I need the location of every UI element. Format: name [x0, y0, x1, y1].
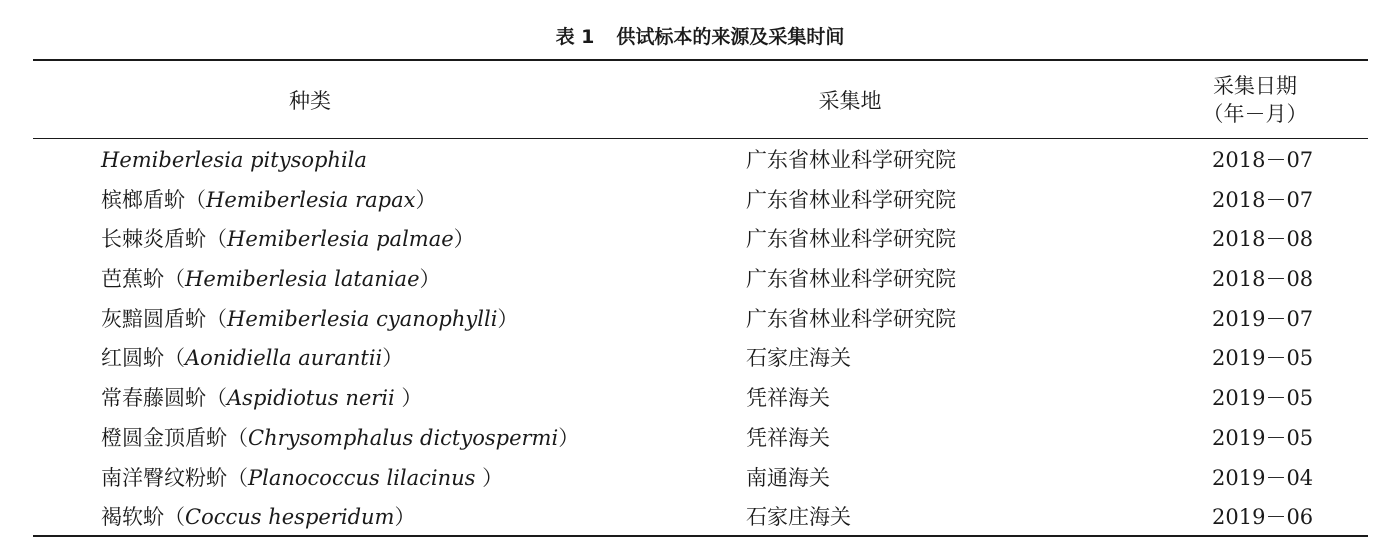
table-row [0, 220, 1400, 260]
species-cell [101, 384, 422, 412]
species-latin: Chrysomphalus dictyospermi [248, 425, 559, 450]
location-cell: 石家庄海关 [746, 346, 851, 371]
location-cell: 广东省林业科学研究院 [746, 267, 956, 292]
bottom-rule [33, 535, 1368, 537]
location-cell: 广东省林业科学研究院 [746, 227, 956, 252]
date-cell: 2019－04 [1212, 465, 1314, 490]
paren-close: ） [497, 306, 519, 331]
table-row [0, 260, 1400, 300]
date-cell: 2019－05 [1212, 425, 1314, 450]
paren-close: ） [453, 227, 475, 252]
paren-open: （ [164, 505, 185, 530]
date-cell: 2019－05 [1212, 346, 1314, 371]
paren-close: ） [394, 505, 416, 530]
date-cell: 2018－07 [1212, 148, 1314, 172]
date-cell: 2018－08 [1212, 227, 1314, 252]
species-latin: Hemiberlesia pitysophila [101, 148, 367, 172]
table-number: 表 1 [555, 26, 595, 48]
species-latin: Planococcus lilacinus [248, 465, 476, 490]
paren-open: （ [227, 465, 248, 490]
species-cell [101, 186, 436, 214]
location-cell: 南通海关 [746, 465, 830, 490]
table-body [0, 141, 1400, 538]
species-latin: Aonidiella aurantii [185, 346, 383, 371]
species-cell [101, 503, 415, 531]
header-location: 采集地 [818, 89, 882, 113]
paren-open: （ [206, 306, 227, 331]
species-cell [101, 344, 403, 372]
header-species: 种类 [289, 89, 331, 113]
paren-close: ） [394, 386, 423, 411]
header-date [1190, 72, 1320, 128]
paren-close: ） [419, 267, 441, 292]
header-date-line1: 采集日期 [1213, 74, 1297, 98]
species-cn: 灰黯圆盾蚧 [101, 306, 206, 331]
paren-close: ） [415, 187, 437, 212]
paren-close: ） [382, 346, 404, 371]
table-row [0, 181, 1400, 221]
paren-close: ） [558, 425, 580, 450]
location-cell: 凭祥海关 [746, 425, 830, 450]
location-cell: 广东省林业科学研究院 [746, 306, 956, 331]
location-cell: 凭祥海关 [746, 386, 830, 411]
species-cn: 常春藤圆蚧 [101, 386, 206, 411]
header-date-line2: （年－月） [1202, 102, 1308, 126]
species-cn: 芭蕉蚧 [101, 267, 164, 292]
species-cell [101, 265, 441, 293]
species-cell [101, 464, 503, 492]
paren-open: （ [164, 267, 185, 292]
table-row [0, 498, 1400, 538]
location-cell: 广东省林业科学研究院 [746, 148, 956, 172]
date-cell: 2019－07 [1212, 306, 1314, 331]
species-cell [101, 225, 475, 253]
species-cn: 红圆蚧 [101, 346, 164, 371]
species-cn: 褐软蚧 [101, 505, 164, 530]
species-latin: Hemiberlesia lataniae [185, 267, 420, 292]
paren-open: （ [227, 425, 248, 450]
species-cell [101, 305, 518, 333]
paren-open: （ [164, 346, 185, 371]
species-cn: 长棘炎盾蚧 [101, 227, 206, 252]
paren-open: （ [206, 386, 227, 411]
species-latin: Coccus hesperidum [185, 505, 395, 530]
species-latin: Hemiberlesia rapax [206, 187, 416, 212]
table-row [0, 419, 1400, 459]
species-latin: Hemiberlesia palmae [227, 227, 454, 252]
species-cn: 南洋臀纹粉蚧 [101, 465, 227, 490]
species-cell [101, 424, 579, 452]
location-cell: 石家庄海关 [746, 505, 851, 530]
date-cell: 2018－07 [1212, 187, 1314, 212]
top-rule [33, 59, 1368, 61]
location-cell: 广东省林业科学研究院 [746, 187, 956, 212]
date-cell: 2019－05 [1212, 386, 1314, 411]
paren-open: （ [206, 227, 227, 252]
table-row [0, 300, 1400, 340]
date-cell: 2019－06 [1212, 505, 1314, 530]
table-title [0, 22, 1400, 49]
species-cell [101, 146, 367, 174]
species-cn: 槟榔盾蚧 [101, 187, 185, 212]
table-row [0, 459, 1400, 499]
species-latin: Hemiberlesia cyanophylli [227, 306, 498, 331]
table-title-text: 供试标本的来源及采集时间 [616, 26, 845, 48]
table-row [0, 379, 1400, 419]
species-cn: 橙圆金顶盾蚧 [101, 425, 227, 450]
paren-close: ） [475, 465, 504, 490]
table-row [0, 339, 1400, 379]
header-rule [33, 138, 1368, 139]
date-cell: 2018－08 [1212, 267, 1314, 292]
table-row [0, 141, 1400, 181]
paren-open: （ [185, 187, 206, 212]
species-latin: Aspidiotus nerii [227, 386, 395, 411]
